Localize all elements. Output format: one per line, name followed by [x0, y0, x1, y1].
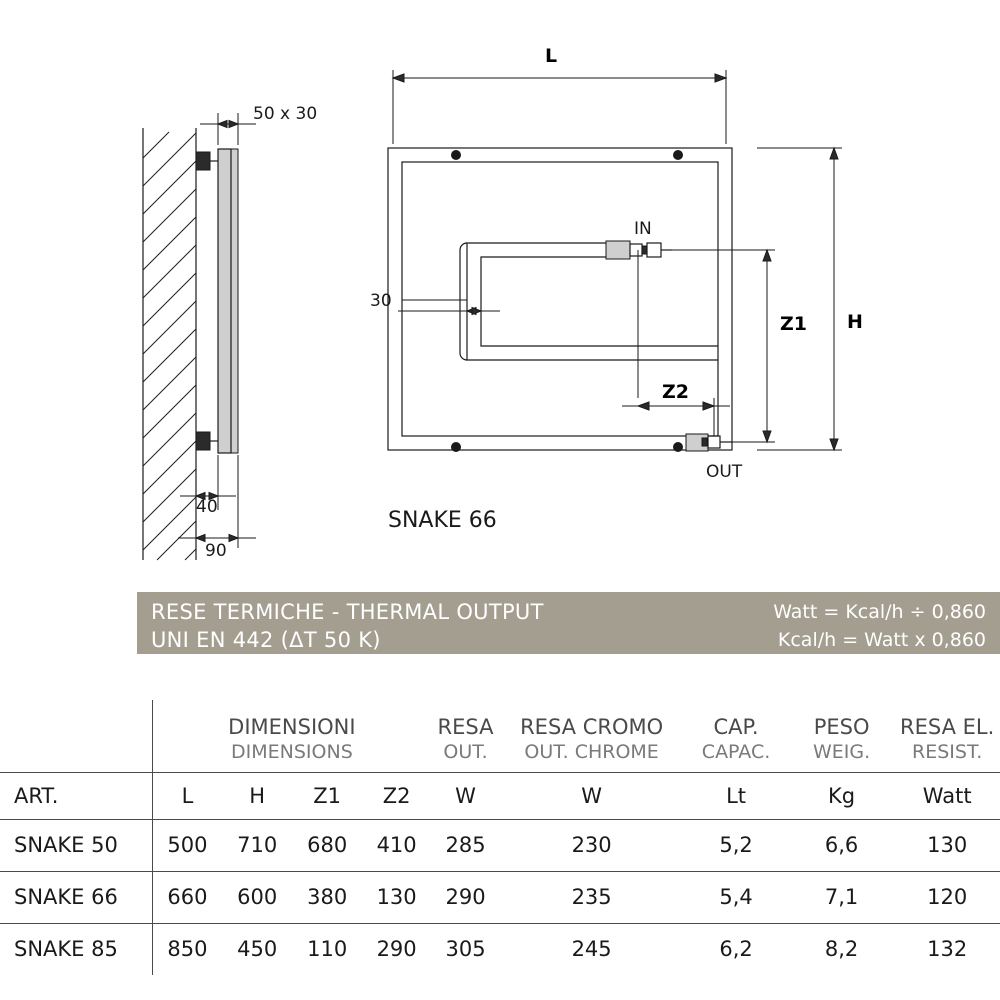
side-offset-label: 40 — [196, 497, 218, 517]
banner-line-1: RESE TERMICHE - THERMAL OUTPUT — [151, 600, 544, 624]
cell-w: 305 — [431, 923, 500, 975]
table-body — [0, 819, 1000, 975]
cell-w: 290 — [431, 871, 500, 923]
specifications-table — [0, 700, 1000, 975]
header-dimensions — [152, 700, 431, 772]
specifications-table-wrap — [0, 700, 1000, 975]
cell-z2: 410 — [362, 819, 431, 871]
header-dimensions-it: DIMENSIONI — [228, 714, 356, 739]
header-resa-en: OUT. — [443, 740, 488, 763]
thermal-output-banner — [137, 592, 1000, 654]
unit-art: ART. — [0, 772, 152, 819]
unit-w-chrome: W — [500, 772, 683, 819]
banner-conversion-block — [773, 598, 986, 654]
side-view-group — [143, 104, 317, 561]
header-cap-it: CAP. — [713, 714, 759, 739]
cell-w-chrome: 235 — [500, 871, 683, 923]
cell-art: SNAKE 50 — [0, 819, 152, 871]
cell-art: SNAKE 66 — [0, 871, 152, 923]
cell-w-chrome: 230 — [500, 819, 683, 871]
cell-kg: 6,6 — [789, 819, 895, 871]
header-resa-it: RESA — [437, 714, 494, 739]
header-cap-en: CAPAC. — [701, 740, 771, 763]
header-peso-en: WEIG. — [813, 740, 871, 763]
cell-h: 450 — [222, 923, 292, 975]
unit-watt: Watt — [894, 772, 1000, 819]
side-depth-label: 50 x 30 — [253, 104, 318, 124]
header-resa-el-it: RESA EL. — [900, 714, 995, 739]
header-resa-cromo — [500, 700, 683, 772]
unit-z1: Z1 — [292, 772, 362, 819]
header-resa — [431, 700, 500, 772]
cell-art: SNAKE 85 — [0, 923, 152, 975]
front-view-group — [370, 45, 863, 533]
header-resa-cromo-it: RESA CROMO — [520, 714, 664, 739]
header-resa-el-en: RESIST. — [912, 740, 983, 763]
z1-label: Z1 — [780, 313, 807, 335]
banner-line-2: UNI EN 442 (ΔT 50 K) — [151, 628, 381, 652]
inner-offset-label: 30 — [370, 291, 392, 311]
header-peso-it: PESO — [813, 714, 870, 739]
header-cap — [683, 700, 789, 772]
z2-label: Z2 — [662, 381, 689, 403]
cell-lt: 6,2 — [683, 923, 789, 975]
cell-h: 710 — [222, 819, 292, 871]
height-label: H — [847, 311, 863, 333]
unit-z2: Z2 — [362, 772, 431, 819]
unit-h: H — [222, 772, 292, 819]
cell-l: 500 — [152, 819, 222, 871]
header-resa-cromo-en: OUT. CHROME — [524, 740, 659, 763]
unit-lt: Lt — [683, 772, 789, 819]
cell-z1: 380 — [292, 871, 362, 923]
cell-l: 660 — [152, 871, 222, 923]
inlet-label: IN — [634, 219, 652, 239]
cell-z1: 680 — [292, 819, 362, 871]
cell-h: 600 — [222, 871, 292, 923]
table-row — [0, 871, 1000, 923]
banner-title-block — [151, 598, 544, 654]
table-unit-row — [0, 772, 1000, 819]
cell-w-chrome: 245 — [500, 923, 683, 975]
cell-watt: 120 — [894, 871, 1000, 923]
cell-kg: 8,2 — [789, 923, 895, 975]
table-header-groups — [0, 700, 1000, 772]
unit-kg: Kg — [789, 772, 895, 819]
cell-z2: 130 — [362, 871, 431, 923]
cell-l: 850 — [152, 923, 222, 975]
header-peso — [789, 700, 895, 772]
cell-w: 285 — [431, 819, 500, 871]
cell-lt: 5,2 — [683, 819, 789, 871]
length-label: L — [544, 45, 558, 67]
conversion-kcal: Kcal/h = Watt x 0,860 — [777, 629, 986, 651]
cell-z1: 110 — [292, 923, 362, 975]
cell-watt: 132 — [894, 923, 1000, 975]
header-resa-el — [894, 700, 1000, 772]
side-total-depth-label: 90 — [205, 541, 227, 561]
conversion-watt: Watt = Kcal/h ÷ 0,860 — [773, 601, 986, 623]
table-row — [0, 819, 1000, 871]
table-row — [0, 923, 1000, 975]
header-blank — [0, 700, 152, 772]
cell-z2: 290 — [362, 923, 431, 975]
cell-watt: 130 — [894, 819, 1000, 871]
header-dimensions-en: DIMENSIONS — [231, 740, 353, 763]
outlet-label: OUT — [706, 462, 743, 482]
unit-w: W — [431, 772, 500, 819]
model-caption: SNAKE 66 — [388, 508, 497, 533]
cell-kg: 7,1 — [789, 871, 895, 923]
unit-l: L — [152, 772, 222, 819]
cell-lt: 5,4 — [683, 871, 789, 923]
